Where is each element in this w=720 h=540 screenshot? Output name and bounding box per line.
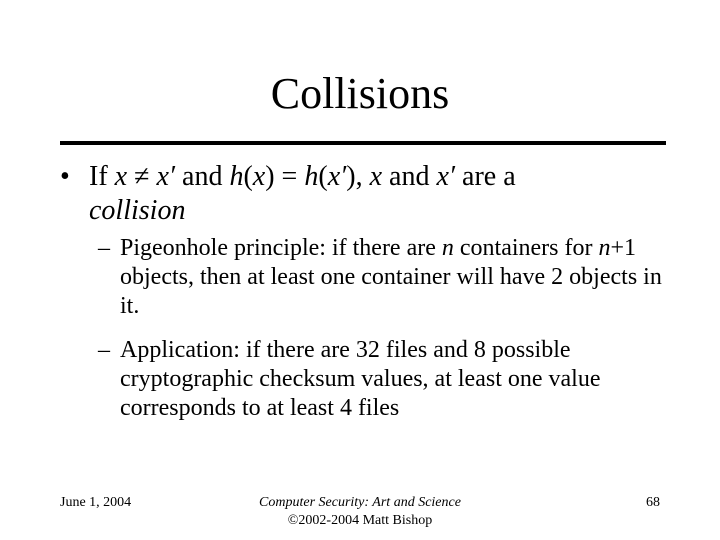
- sub-text-part: Pigeonhole principle: if there are: [120, 235, 442, 261]
- bullet-text-part: and: [175, 161, 230, 192]
- bullet-text-part: If: [89, 161, 115, 192]
- sub-text-part: +1 objects, then at least one container will have 2 objects in it.: [120, 235, 662, 319]
- bullet-text: [89, 160, 660, 228]
- var-x: x: [114, 161, 128, 192]
- bullet-text-part: are a: [455, 161, 516, 192]
- var-x: x: [252, 161, 266, 192]
- title-underline: [60, 141, 666, 145]
- footer-copyright: ©2002-2004 Matt Bishop: [287, 513, 433, 528]
- var-x: x: [369, 161, 383, 192]
- bullet-text-part: ),: [346, 161, 370, 192]
- sub-bullet-application: [98, 336, 668, 423]
- bullet-marker: •: [60, 161, 70, 192]
- footer-course-title: Computer Security: Art and Science: [259, 495, 461, 510]
- bullet-text-part: (: [243, 161, 253, 192]
- sub-bullet-text: Application: if there are 32 files and 8 possible cryptographic checksum values, at least one value corresponds to at least 4 files: [120, 337, 601, 421]
- footer-course: [210, 494, 510, 530]
- collision-term: collision: [89, 195, 186, 226]
- var-x-prime: x′: [436, 161, 456, 192]
- main-bullet: [60, 160, 660, 228]
- var-h: h: [304, 161, 319, 192]
- bullet-text-part: ) =: [265, 161, 305, 192]
- var-h: h: [229, 161, 244, 192]
- sub-bullet-text: [120, 234, 668, 321]
- var-x-prime: x′: [156, 161, 176, 192]
- sub-text-part: containers for: [453, 235, 599, 261]
- sub-bullet-marker: –: [98, 337, 110, 363]
- bullet-text-part: ≠: [127, 161, 157, 192]
- var-n: n: [598, 235, 611, 261]
- footer-page-number: 68: [646, 495, 660, 510]
- sub-bullet-pigeonhole: [98, 234, 668, 321]
- bullet-text-part: and: [382, 161, 437, 192]
- sub-bullet-marker: –: [98, 235, 110, 261]
- footer-date: June 1, 2004: [60, 495, 132, 510]
- bullet-text-part: (: [318, 161, 328, 192]
- var-n: n: [441, 235, 454, 261]
- var-x-prime: x′: [327, 161, 347, 192]
- slide-title: Collisions: [270, 69, 450, 118]
